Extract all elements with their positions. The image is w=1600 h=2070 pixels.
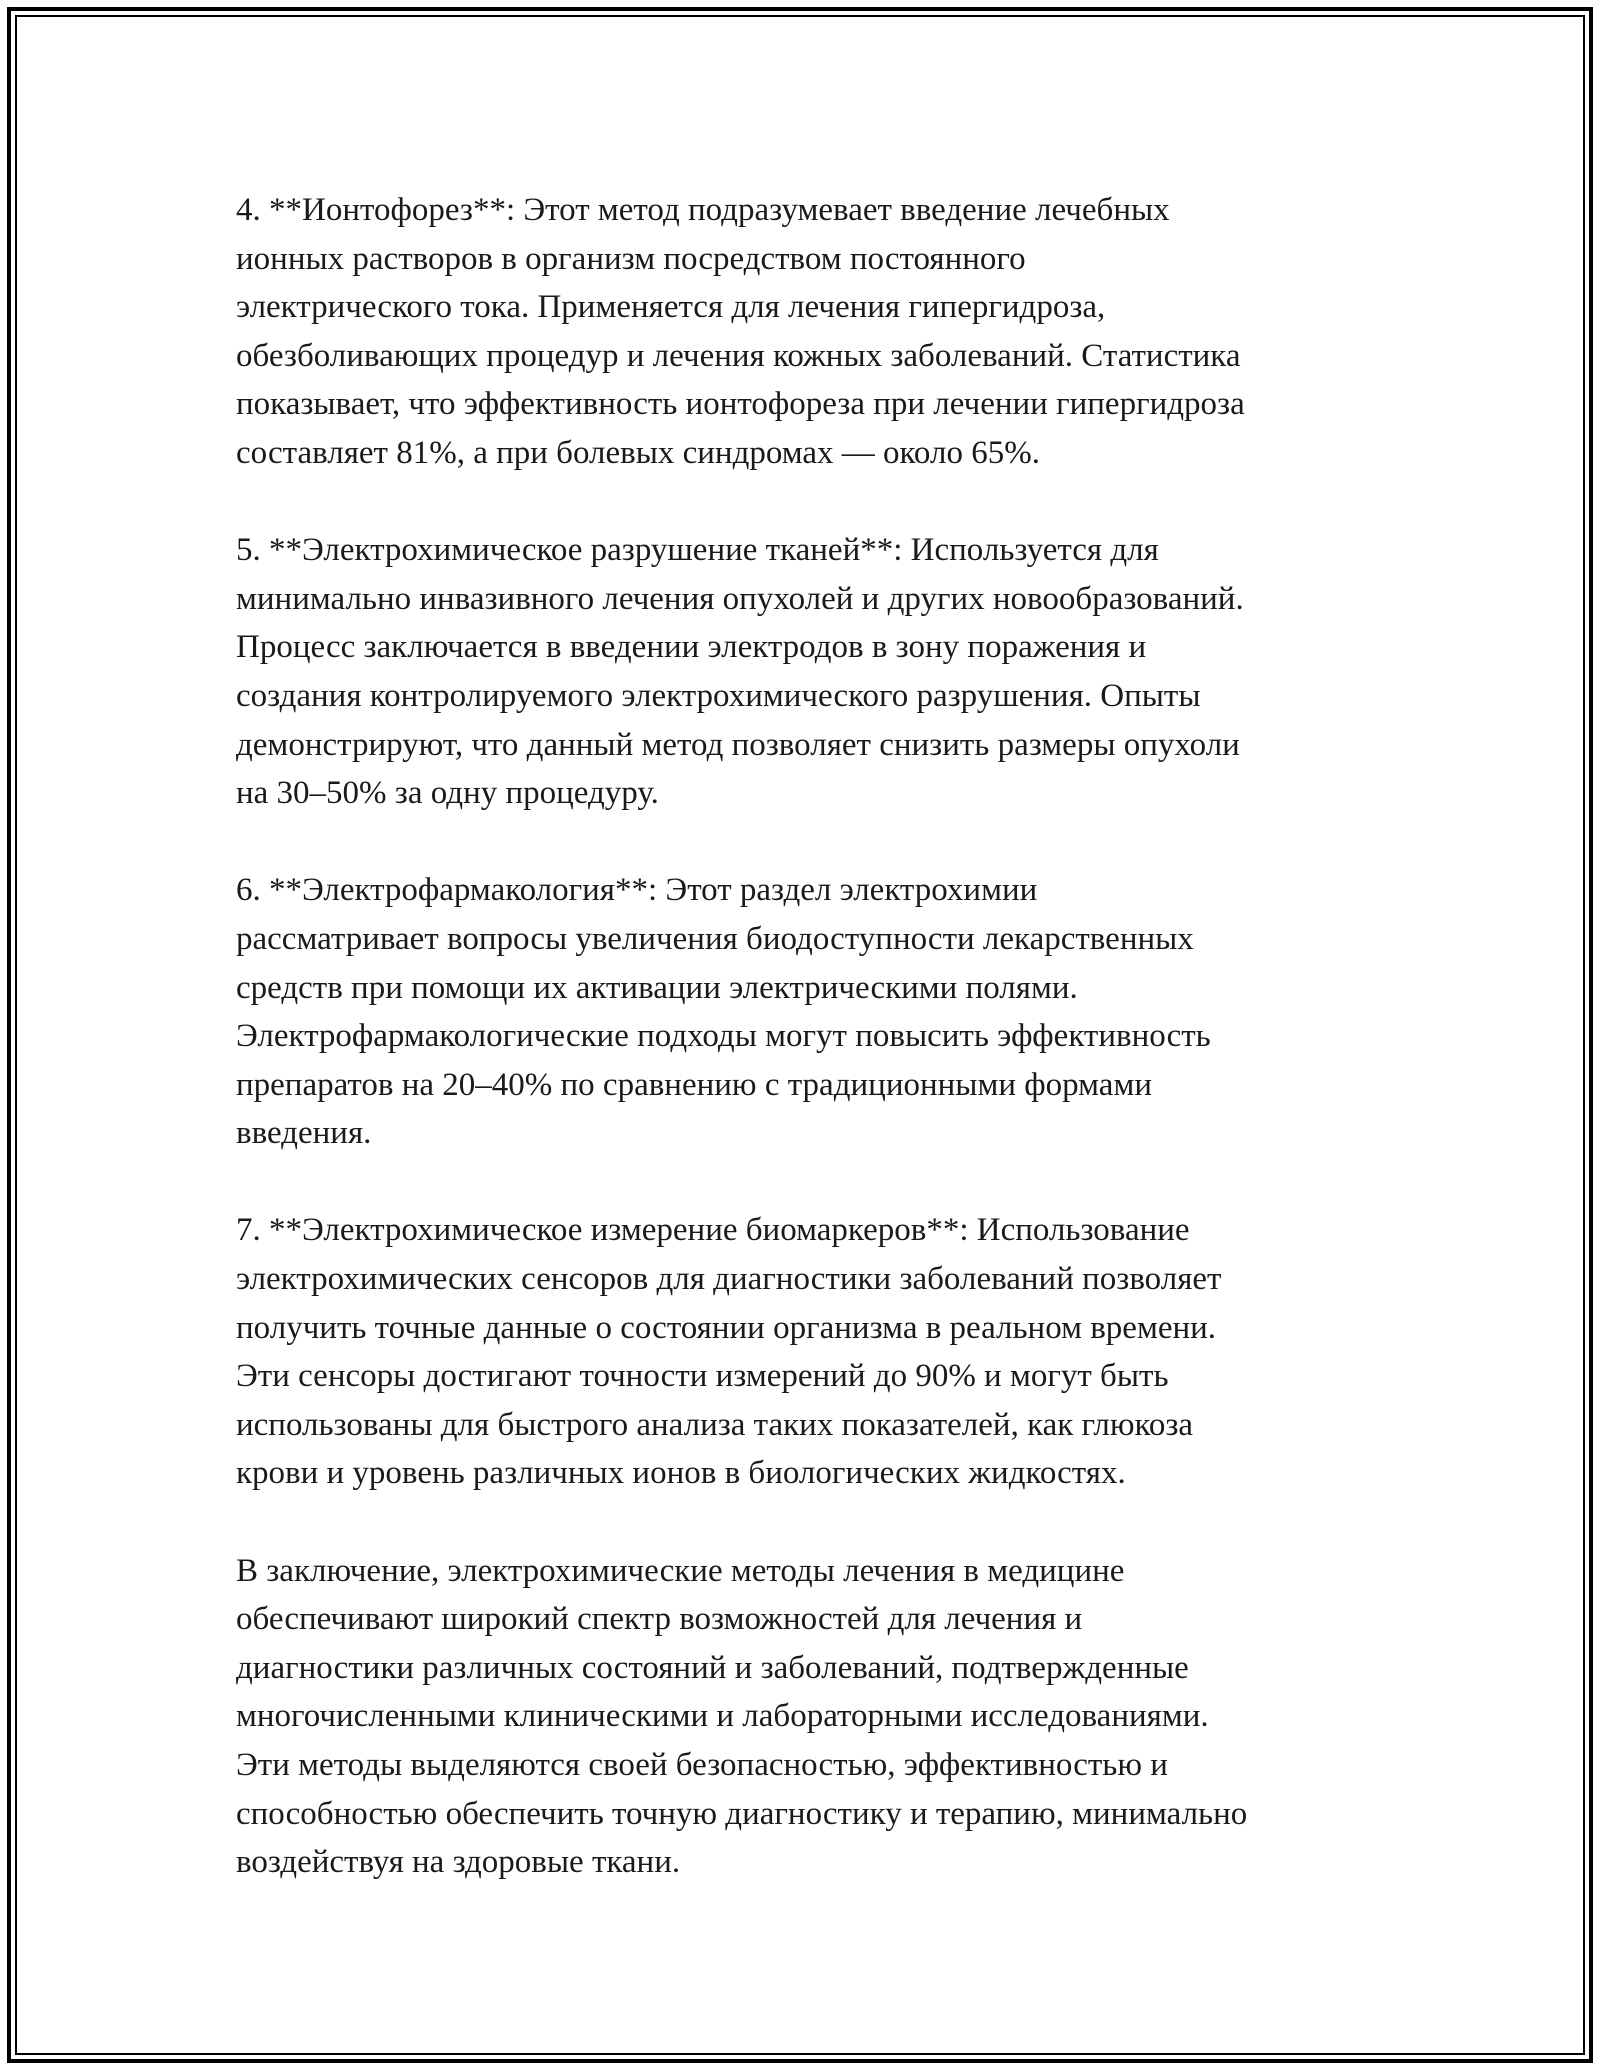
text-line: ионных растворов в организм посредством постоянного	[236, 240, 1026, 277]
document-body	[236, 186, 1376, 1887]
text-line: электрохимических сенсоров для диагностики заболеваний позволяет	[236, 1261, 1222, 1298]
text-line: 5. **Электрохимическое разрушение тканей**: Используется для	[236, 532, 1159, 569]
paragraph-iontophoresis	[236, 186, 1376, 478]
text-line: демонстрируют, что данный метод позволяет снизить размеры опухоли	[236, 726, 1240, 763]
text-line: составляет 81%, а при болевых синдромах — около 65%.	[236, 434, 1040, 471]
text-line: препаратов на 20–40% по сравнению с традиционными формами	[236, 1066, 1152, 1103]
text-line: воздействуя на здоровые ткани.	[236, 1844, 681, 1881]
paragraph-conclusion	[236, 1547, 1376, 1887]
text-line: 4. **Ионтофорез**: Этот метод подразумевает введение лечебных	[236, 192, 1170, 228]
text-line: Электрофармакологические подходы могут повысить эффективность	[236, 1018, 1211, 1055]
text-line: многочисленными клиническими и лабораторными исследованиями.	[236, 1698, 1209, 1735]
text-line: В заключение, электрохимические методы лечения в медицине	[236, 1552, 1125, 1589]
text-line: показывает, что эффективность ионтофореза при лечении гипергидроза	[236, 386, 1245, 423]
text-line: электрического тока. Применяется для лечения гипергидроза,	[236, 289, 1106, 326]
text-line: 7. **Электрохимическое измерение биомаркеров**: Использование	[236, 1212, 1190, 1249]
text-line: 6. **Электрофармакология**: Этот раздел электрохимии	[236, 872, 1038, 909]
text-line: создания контролируемого электрохимического разрушения. Опыты	[236, 677, 1201, 714]
paragraph-tissue-destruction	[236, 526, 1376, 818]
text-line: крови и уровень различных ионов в биологических жидкостях.	[236, 1455, 1126, 1492]
text-line: обезболивающих процедур и лечения кожных заболеваний. Статистика	[236, 337, 1241, 374]
paragraph-biomarker-measurement	[236, 1206, 1376, 1498]
text-line: использованы для быстрого анализа таких показателей, как глюкоза	[236, 1406, 1194, 1443]
text-line: минимально инвазивного лечения опухолей и других новообразований.	[236, 580, 1244, 617]
text-line: обеспечивают широкий спектр возможностей для лечения и	[236, 1601, 1083, 1638]
text-line: получить точные данные о состоянии организма в реальном времени.	[236, 1309, 1217, 1346]
text-line: Процесс заключается в введении электродов в зону поражения и	[236, 629, 1147, 666]
text-line: Эти методы выделяются своей безопасностью, эффективностью и	[236, 1747, 1168, 1783]
text-line: средств при помощи их активации электрическими полями.	[236, 969, 1078, 1006]
text-line: диагностики различных состояний и заболеваний, подтвержденные	[236, 1649, 1189, 1686]
paragraph-electropharmacology	[236, 866, 1376, 1158]
text-line: Эти сенсоры достигают точности измерений до 90% и могут быть	[236, 1358, 1169, 1395]
text-line: на 30–50% за одну процедуру.	[236, 775, 659, 812]
text-line: способностью обеспечить точную диагностику и терапию, минимально	[236, 1795, 1248, 1832]
text-line: введения.	[236, 1115, 372, 1152]
text-line: рассматривает вопросы увеличения биодоступности лекарственных	[236, 920, 1194, 957]
